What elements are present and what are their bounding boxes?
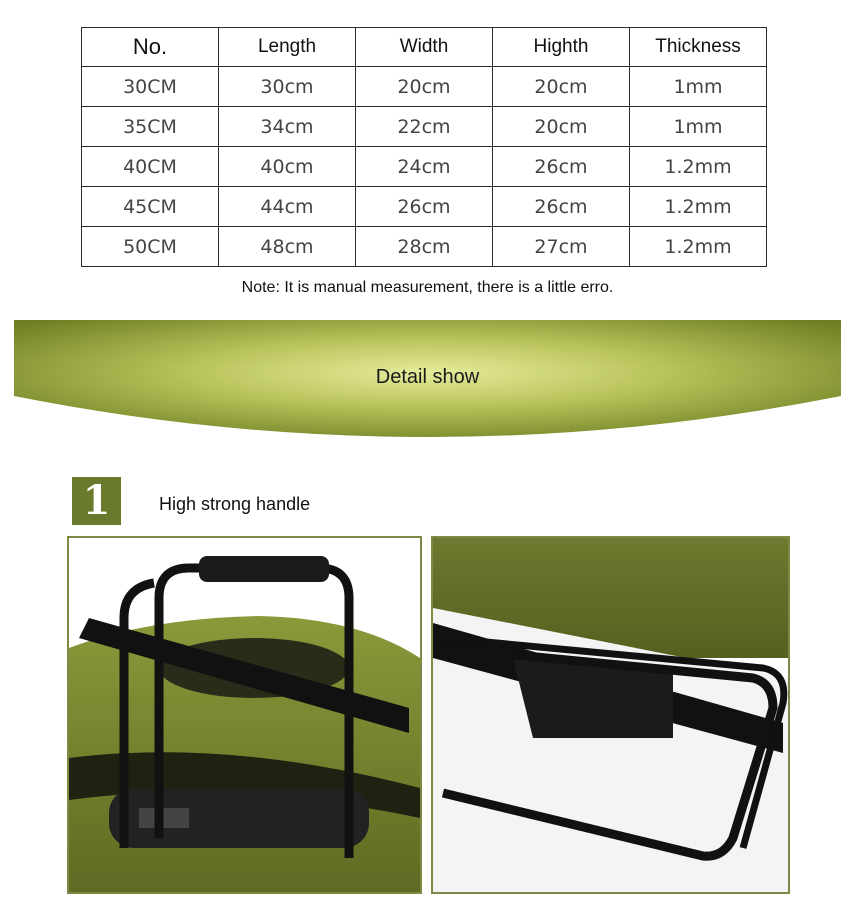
table-cell: 1mm bbox=[630, 107, 767, 147]
table-cell: 40CM bbox=[82, 147, 219, 187]
table-row bbox=[82, 147, 767, 187]
section-title: High strong handle bbox=[159, 494, 311, 514]
table-cell: 40cm bbox=[219, 147, 356, 187]
table-cell: 27cm bbox=[493, 227, 630, 267]
table-row bbox=[82, 107, 767, 147]
handle-photo-front bbox=[67, 536, 422, 894]
table-cell: 20cm bbox=[356, 67, 493, 107]
section-number-badge: 1 bbox=[72, 477, 121, 525]
measurement-note: Note: It is manual measurement, there is a little erro. bbox=[241, 279, 614, 296]
table-cell: 30CM bbox=[82, 67, 219, 107]
table-cell: 48cm bbox=[219, 227, 356, 267]
table-cell: 50CM bbox=[82, 227, 219, 267]
header-no: No. bbox=[82, 28, 219, 67]
table-cell: 1.2mm bbox=[630, 187, 767, 227]
table-cell: 26cm bbox=[493, 187, 630, 227]
handle-photo-detail bbox=[431, 536, 790, 894]
table-row bbox=[82, 67, 767, 107]
header-width: Width bbox=[356, 28, 493, 67]
table-row bbox=[82, 187, 767, 227]
table-cell: 20cm bbox=[493, 107, 630, 147]
table-cell: 24cm bbox=[356, 147, 493, 187]
table-cell: 26cm bbox=[356, 187, 493, 227]
header-length: Length bbox=[219, 28, 356, 67]
table-cell: 26cm bbox=[493, 147, 630, 187]
table-cell: 1.2mm bbox=[630, 147, 767, 187]
bag-handle-illustration bbox=[69, 538, 420, 892]
table-cell: 44cm bbox=[219, 187, 356, 227]
header-height: Highth bbox=[493, 28, 630, 67]
table-cell: 22cm bbox=[356, 107, 493, 147]
table-cell: 1.2mm bbox=[630, 227, 767, 267]
table-cell: 34cm bbox=[219, 107, 356, 147]
handle-frame-illustration bbox=[433, 538, 788, 892]
table-cell: 20cm bbox=[493, 67, 630, 107]
table-cell: 1mm bbox=[630, 67, 767, 107]
table-cell: 35CM bbox=[82, 107, 219, 147]
banner-title: Detail show bbox=[375, 366, 480, 388]
header-thickness: Thickness bbox=[630, 28, 767, 67]
table-cell: 28cm bbox=[356, 227, 493, 267]
table-cell: 30cm bbox=[219, 67, 356, 107]
size-table-header-row bbox=[82, 28, 767, 67]
table-cell: 45CM bbox=[82, 187, 219, 227]
size-table bbox=[81, 27, 767, 267]
table-row bbox=[82, 227, 767, 267]
